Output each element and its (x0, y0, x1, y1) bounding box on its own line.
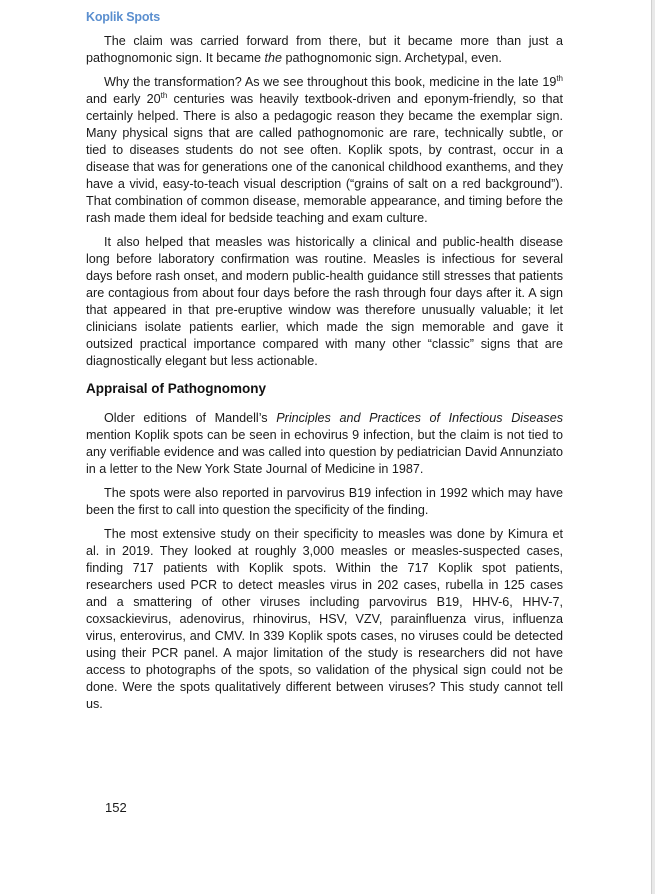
page-number: 152 (105, 800, 127, 815)
text-run: Older editions of Mandell’s (104, 411, 277, 425)
intro-paragraphs (86, 33, 563, 370)
text-run: It also helped that measles was historically a clinical and public-health disease long before laboratory confirmation was routine. Measles is infectious for several days before rash onset, and modern public-health guidance still stresses that patients are contagious from about four days before the rash through four days after it. A sign that appeared in that pre-eruptive window was therefore unusually valuable; it let clinicians isolate patients earlier, which made the sign memorable and gave it outsized practical importance compared with many other “classic” signs that are diagnostically elegant but less actionable. (86, 235, 563, 368)
body-paragraph (86, 485, 563, 519)
running-head: Koplik Spots (86, 10, 160, 24)
section-paragraphs (86, 410, 563, 713)
text-run: pathognomonic sign. Archetypal, even. (282, 51, 502, 65)
text-run: The claim was carried forward from there, but it became more than just a pathognomonic sign. It became (86, 34, 563, 65)
superscript-run: th (556, 73, 563, 83)
section-heading: Appraisal of Pathognomony (86, 381, 267, 396)
superscript-run: th (160, 90, 168, 100)
italic-run: Principles and Practices of Infectious Diseases (276, 411, 563, 425)
text-run: Why the transformation? As we see throughout this book, medicine in the late 19 (104, 75, 557, 89)
page-body (86, 33, 563, 720)
text-run: The most extensive study on their specificity to measles was done by Kimura et al. in 2019. They looked at roughly 3,000 measles or measles-suspected cases, finding 717 patients with Koplik spots. Within the 717 Koplik spot patients, researchers used PCR to detect measles virus in 202 cases, rubella in 125 cases and a smattering of other viruses including parvovirus B19, HHV-6, HHV-7, coxsackievirus, adenovirus, rhinovirus, HSV, VZV, parainfluenza virus, influenza virus, enterovirus, and CMV. In 339 Koplik spots cases, no viruses could be detected using their PCR panel. A major limitation of the study is researchers did not have access to photographs of the spots, so validation of the physical sign could not be done. Were the spots qualitatively different between viruses? This study cannot tell us. (86, 527, 563, 711)
text-run: and early 20 (86, 92, 161, 106)
body-paragraph (86, 234, 563, 370)
body-paragraph (86, 33, 563, 67)
text-run: centuries was heavily textbook-driven and eponym-friendly, so that certainly helped. There is also a pedagogic reason they became the exemplar sign. Many physical signs that are called pathognomonic are rare, technically subtle, or tied to diseases students do not see often. Koplik spots, by contrast, occur in a disease that was for generations one of the canonical childhood exanthems, and they have a vivid, easy-to-teach visual description (“grains of salt on a red background”). That combination of common disease, memorable appearance, and timing before the rash made them ideal for bedside teaching and exam culture. (86, 92, 563, 225)
body-paragraph (86, 526, 563, 713)
text-run: mention Koplik spots can be seen in echovirus 9 infection, but the claim is not tied to any verifiable evidence and was called into question by pediatrician David Annunziato in a letter to the New York State Journal of Medicine in 1987. (86, 428, 563, 476)
text-run: The spots were also reported in parvovirus B19 infection in 1992 which may have been the first to call into question the specificity of the finding. (86, 486, 563, 517)
italic-run: the (264, 51, 283, 65)
body-paragraph (86, 410, 563, 478)
body-paragraph (86, 74, 563, 227)
